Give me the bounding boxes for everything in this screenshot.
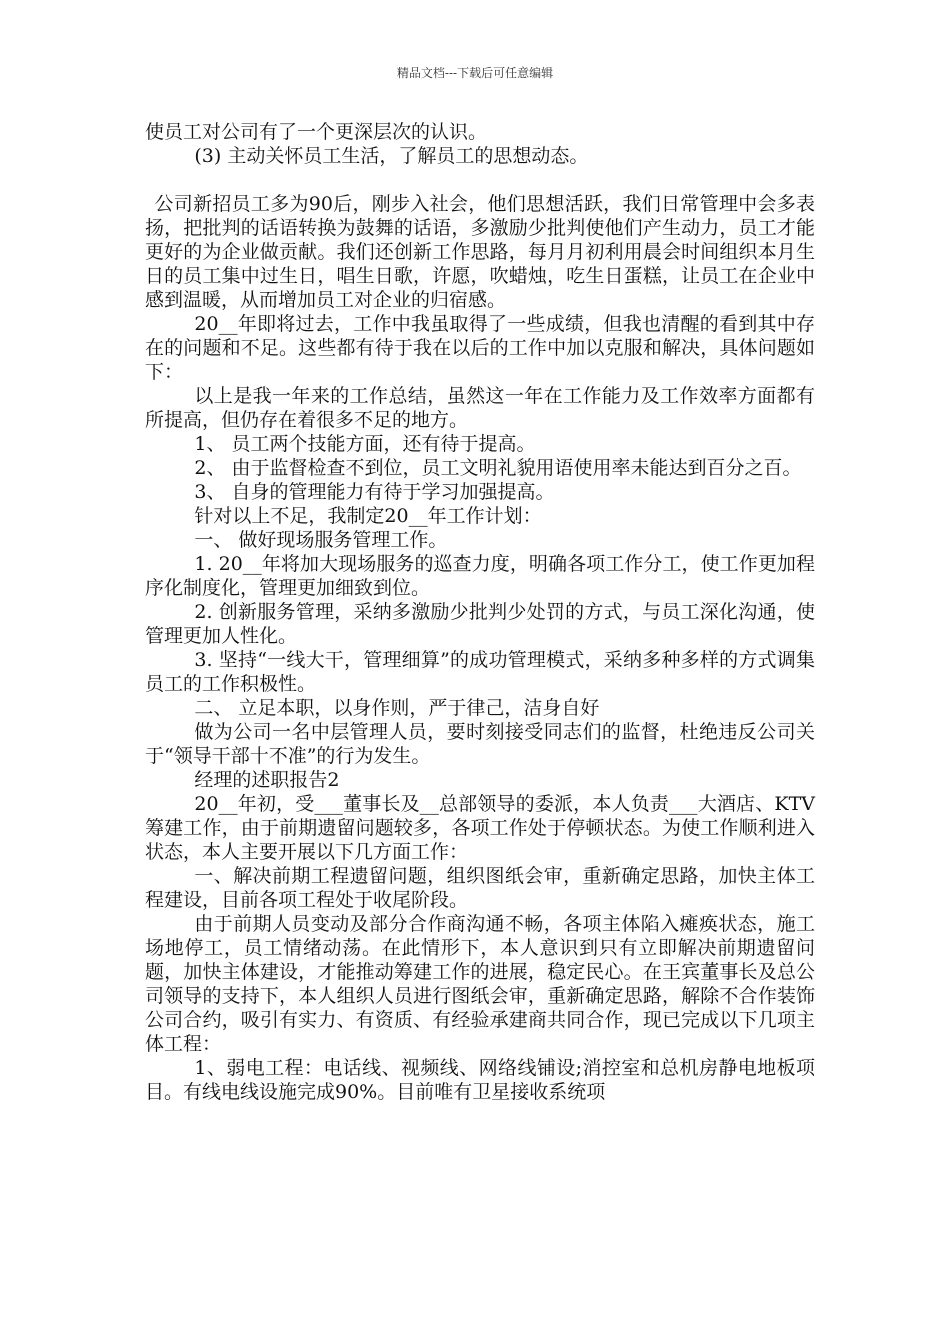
paragraph: 20__年初，受___董事长及__总部领导的委派，本人负责___大酒店、KTV筹建工作，由于前期遗留问题较多，各项工作处于停顿状态。为使工作顺利进入状态，本人主要开展以下几方面工作： [145,793,815,863]
paragraph-gap [145,168,815,192]
paragraph: 2、 由于监督检查不到位，员工文明礼貌用语使用率未能达到百分之百。 [194,457,802,479]
paragraph: 一、解决前期工程遗留问题，组织图纸会审，重新确定思路，加快主体工程建设，目前各项工程处于收尾阶段。 [145,865,815,911]
paragraph: 由于前期人员变动及部分合作商沟通不畅，各项主体陷入瘫痪状态，施工场地停工，员工情绪动荡。在此情形下，本人意识到只有立即解决前期遗留问题，加快主体建设，才能推动筹建工作的进展，稳定民心。在王宾董事长及总公司领导的支持下，本人组织人员进行图纸会审，重新确定思路，解除不合作装饰公司合约，吸引有实力、有资质、有经验承建商共同合作，现已完成以下几项主体工程： [145,913,815,1055]
paragraph: 经理的述职报告2 [194,769,340,791]
paragraph: 1、弱电工程：电话线、视频线、网络线铺设;消控室和总机房静电地板项目。有线电线设施完成90%。目前唯有卫星接收系统项 [145,1057,815,1103]
paragraph: 二、 立足本职，以身作则，严于律己，洁身自好 [194,697,600,719]
page-header-watermark: 精品文档---下载后可任意编辑 [396,66,554,80]
paragraph: 针对以上不足，我制定20__年工作计划： [194,505,542,527]
document-body [145,120,815,1104]
paragraph: 1. 20__年将加大现场服务的巡查力度，明确各项工作分工，使工作更加程序化制度化，管理更加细致到位。 [145,553,815,599]
paragraph: 3、 自身的管理能力有待于学习加强提高。 [194,481,555,503]
paragraph: 公司新招员工多为90后，刚步入社会，他们思想活跃，我们日常管理中会多表扬，把批判的话语转换为鼓舞的话语，多激励少批判使他们产生动力，员工才能更好的为企业做贡献。我们还创新工作思路，每月月初利用晨会时间组织本月生日的员工集中过生日，唱生日歌，许愿，吹蜡烛，吃生日蛋糕，让员工在企业中感到温暖，从而增加员工对企业的归宿感。 [145,193,815,311]
paragraph: 以上是我一年来的工作总结，虽然这一年在工作能力及工作效率方面都有所提高，但仍存在着很多不足的地方。 [145,385,815,431]
paragraph: 做为公司一名中层管理人员，要时刻接受同志们的监督，杜绝违反公司关于“领导干部十不准”的行为发生。 [145,721,815,767]
paragraph: 一、 做好现场服务管理工作。 [194,529,448,551]
paragraph: 使员工对公司有了一个更深层次的认识。 [145,121,488,143]
paragraph: 3. 坚持“一线大干，管理细算”的成功管理模式，采纳多种多样的方式调集员工的工作积极性。 [145,649,815,695]
paragraph: 20__年即将过去，工作中我虽取得了一些成绩，但我也清醒的看到其中存在的问题和不足。这些都有待于我在以后的工作中加以克服和解决，具体问题如下： [145,313,815,383]
paragraph: (3) 主动关怀员工生活，了解员工的思想动态。 [194,145,589,167]
paragraph: 2. 创新服务管理，采纳多激励少批判少处罚的方式，与员工深化沟通，使管理更加人性化。 [145,601,815,647]
paragraph: 1、 员工两个技能方面，还有待于提高。 [194,433,536,455]
